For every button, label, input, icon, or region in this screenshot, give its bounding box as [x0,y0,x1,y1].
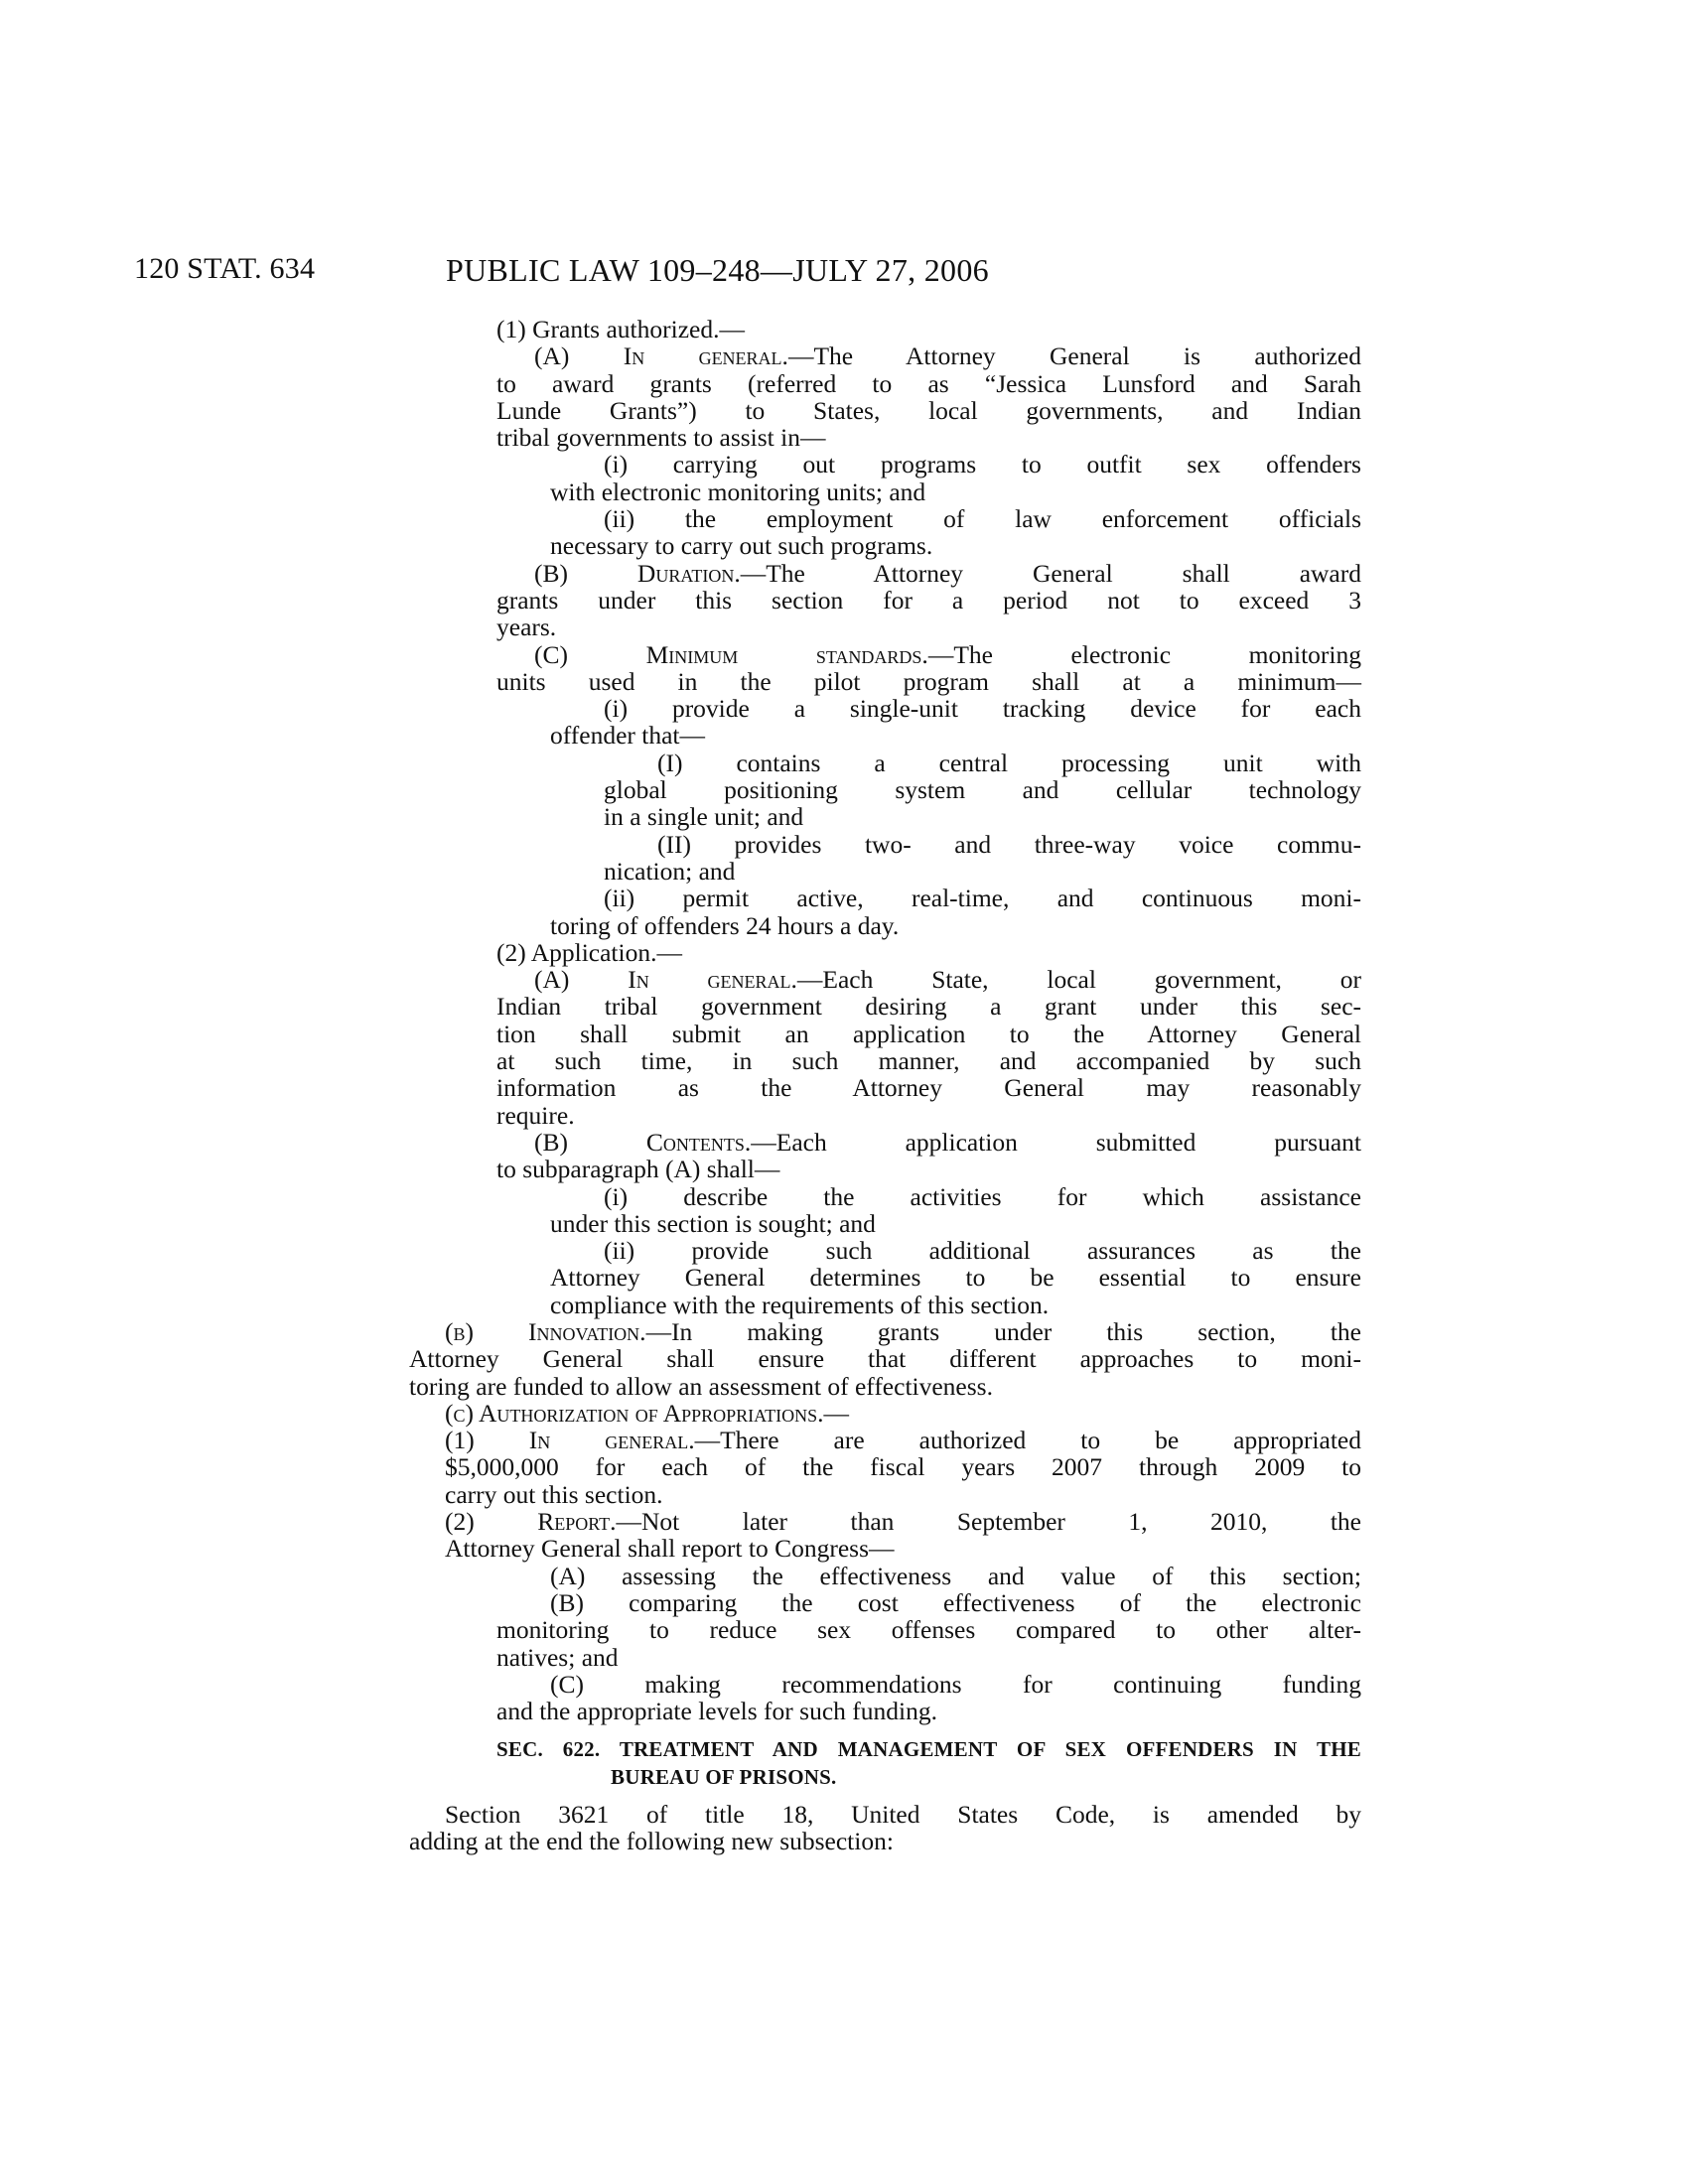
text-run: —In making grants under this section, the [645,1316,1361,1346]
subparagraph-heading: (B) Contents. [534,1127,752,1157]
text-line: years. [496,613,557,642]
text-run: —Not later than September 1, 2010, the [616,1507,1361,1537]
spacer [496,1724,1361,1736]
text-line [445,1427,1361,1453]
text-line: monitoring to reduce sex offenses compared to other alter- [496,1615,1361,1645]
subparagraph-heading: (C) Minimum standards. [534,639,928,669]
text-line: (I) contains a central processing unit with [657,748,1361,777]
paragraph-heading: (1) In general. [445,1426,695,1455]
text-line [445,1508,1361,1535]
text-line: under this section is sought; and [550,1208,876,1238]
text-run: —The electronic monitoring [927,639,1361,669]
subparagraph-heading: (A) In general. [534,965,797,995]
text-line: (ii) provide such additional assurances as the [604,1236,1361,1266]
text-line: (C) making recommendations for continuing funding [550,1669,1361,1699]
subparagraph-heading: (A) In general. [534,341,788,371]
text-line: adding at the end the following new subsection: [409,1827,894,1856]
text-line: Attorney General shall report to Congress— [445,1534,895,1564]
text-line [534,560,1361,587]
text-line: carry out this section. [445,1479,663,1509]
text-line [534,966,1361,993]
text-line: Indian tribal government desiring a grant under this sec- [496,992,1361,1022]
text-line: at such time, in such manner, and accompanied by such [496,1046,1361,1076]
text-line: toring are funded to allow an assessment of effectiveness. [409,1371,993,1401]
text-line [534,1129,1361,1156]
text-run: —The Attorney General is authorized [787,341,1361,371]
text-line [534,641,1361,668]
text-line: (i) carrying out programs to outfit sex offenders [604,450,1361,479]
text-line: offender that— [550,721,706,751]
text-line: in a single unit; and [604,802,804,832]
text-line: (II) provides two- and three-way voice commu- [657,829,1361,859]
text-line: to award grants (referred to as “Jessica Lunsford and Sarah [496,368,1361,398]
text-run: —Each application submitted pursuant [751,1127,1362,1157]
text-line: information as the Attorney General may reasonably [496,1073,1361,1103]
text-line: to subparagraph (A) shall— [496,1155,780,1184]
text-line: (A) assessing the effectiveness and value of this section; [550,1561,1361,1590]
text-line: grants under this section for a period not to exceed 3 [496,585,1361,614]
text-line [534,342,1361,369]
text-line: (i) describe the activities for which assistance [604,1181,1361,1211]
text-line: tribal governments to assist in— [496,423,826,453]
running-head: PUBLIC LAW 109–248—JULY 27, 2006 [446,252,989,288]
text-line: Attorney General shall ensure that different approaches to moni- [409,1344,1361,1374]
text-line: (ii) the employment of law enforcement officials [604,504,1361,534]
paragraph-heading: (1) Grants authorized.— [496,315,745,343]
paragraph-heading: (2) Application.— [496,937,682,967]
section-heading-continued: BUREAU OF PRISONS. [611,1764,837,1789]
text-line: Lunde Grants”) to States, local governments, and Indian [496,395,1361,425]
paragraph-heading: (2) Report. [445,1507,617,1537]
text-line: Section 3621 of title 18, United States Code, is amended by [445,1800,1361,1830]
text-line: global positioning system and cellular technology [604,775,1361,805]
text-run: —The Attorney General shall award [740,558,1361,588]
text-line: toring of offenders 24 hours a day. [550,910,900,940]
statute-body [409,315,1362,1856]
text-line: (B) comparing the cost effectiveness of the electronic [550,1587,1361,1617]
stat-reference: 120 STAT. 634 [134,252,316,285]
text-line [445,1318,1361,1345]
text-line: with electronic monitoring units; and [550,477,926,506]
text-line: (ii) permit active, real-time, and continuous moni- [604,884,1361,913]
text-line: units used in the pilot program shall at a minimum— [496,666,1361,696]
text-line: necessary to carry out such programs. [550,531,933,561]
text-line: $5,000,000 for each of the fiscal years 2007 through 2009 to [445,1452,1361,1482]
text-line: Attorney General determines to be essential to ensure [550,1263,1361,1293]
text-line: require. [496,1100,575,1130]
text-line: compliance with the requirements of this section. [550,1290,1050,1319]
text-line: natives; and [496,1642,619,1672]
subsection-heading: (b) Innovation. [445,1316,646,1346]
text-line: and the appropriate levels for such funding. [496,1697,937,1726]
text-line: nication; and [604,856,736,886]
text-line: (i) provide a single-unit tracking device for each [604,694,1361,724]
section-heading: SEC. 622. TREATMENT AND MANAGEMENT OF SEX OFFENDERS IN THE [496,1737,1361,1762]
subsection-heading: (c) Authorization of Appropriations.— [445,1398,850,1428]
text-line: tion shall submit an application to the Attorney General [496,1019,1361,1048]
subparagraph-heading: (B) Duration. [534,558,741,588]
text-run: —Each State, local government, or [796,965,1361,995]
text-run: —There are authorized to be appropriated [694,1426,1361,1455]
